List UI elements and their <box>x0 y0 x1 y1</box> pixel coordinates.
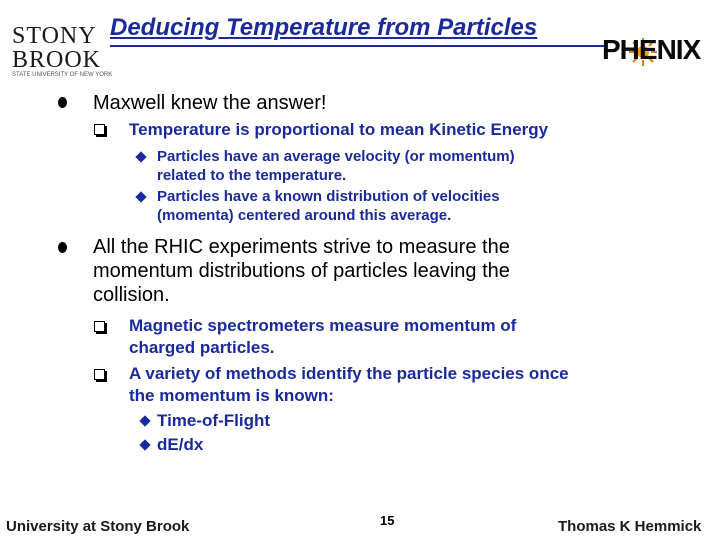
stony-brook-logo <box>8 22 113 80</box>
sub-bullet-text: charged particles. <box>129 338 275 357</box>
sub-sub-bullet-text: dE/dx <box>157 435 204 454</box>
footer-author: Thomas K Hemmick <box>558 518 702 535</box>
phenix-logo <box>600 28 715 76</box>
slide-title: Deducing Temperature from Particles <box>110 14 538 41</box>
bullet-dot-icon <box>58 97 67 108</box>
bullet-text: All the RHIC experiments strive to measure the <box>93 236 510 258</box>
phenix-logo-text: PHENIX <box>602 34 701 65</box>
bullet-diamond-icon <box>135 151 146 162</box>
sub-sub-bullet-text: Particles have a known distribution of velocities <box>157 188 500 205</box>
sub-bullet-text: Magnetic spectrometers measure momentum of <box>129 316 517 335</box>
logo-text-line1: STONY <box>12 23 97 49</box>
sub-bullet-text: the momentum is known: <box>129 386 334 405</box>
bullet-box-icon <box>94 321 105 332</box>
sub-sub-bullet-text: (momenta) centered around this average. <box>157 207 452 224</box>
bullet-diamond-icon <box>139 439 150 450</box>
bullet-text: momentum distributions of particles leaving the <box>93 260 510 282</box>
sub-sub-bullet-text: Time-of-Flight <box>157 411 270 430</box>
sub-sub-bullet-text: Particles have an average velocity (or momentum) <box>157 148 515 165</box>
bullet-text: collision. <box>93 284 170 306</box>
bullet-diamond-icon <box>135 191 146 202</box>
logo-text-line2: BROOK <box>12 47 102 73</box>
page-number: 15 <box>380 513 395 528</box>
bullet-dot-icon <box>58 242 67 253</box>
bullet-box-icon <box>94 369 105 380</box>
sub-sub-bullet-text: related to the temperature. <box>157 167 347 184</box>
footer-institution: University at Stony Brook <box>6 518 190 535</box>
logo-tagline: STATE UNIVERSITY OF NEW YORK <box>12 72 113 78</box>
sub-bullet-text: Temperature is proportional to mean Kinetic Energy <box>129 120 549 139</box>
title-underline <box>110 45 605 47</box>
bullet-diamond-icon <box>139 415 150 426</box>
bullet-box-icon <box>94 124 105 135</box>
bullet-text: Maxwell knew the answer! <box>93 92 327 114</box>
sub-bullet-text: A variety of methods identify the particle species once <box>129 364 569 383</box>
